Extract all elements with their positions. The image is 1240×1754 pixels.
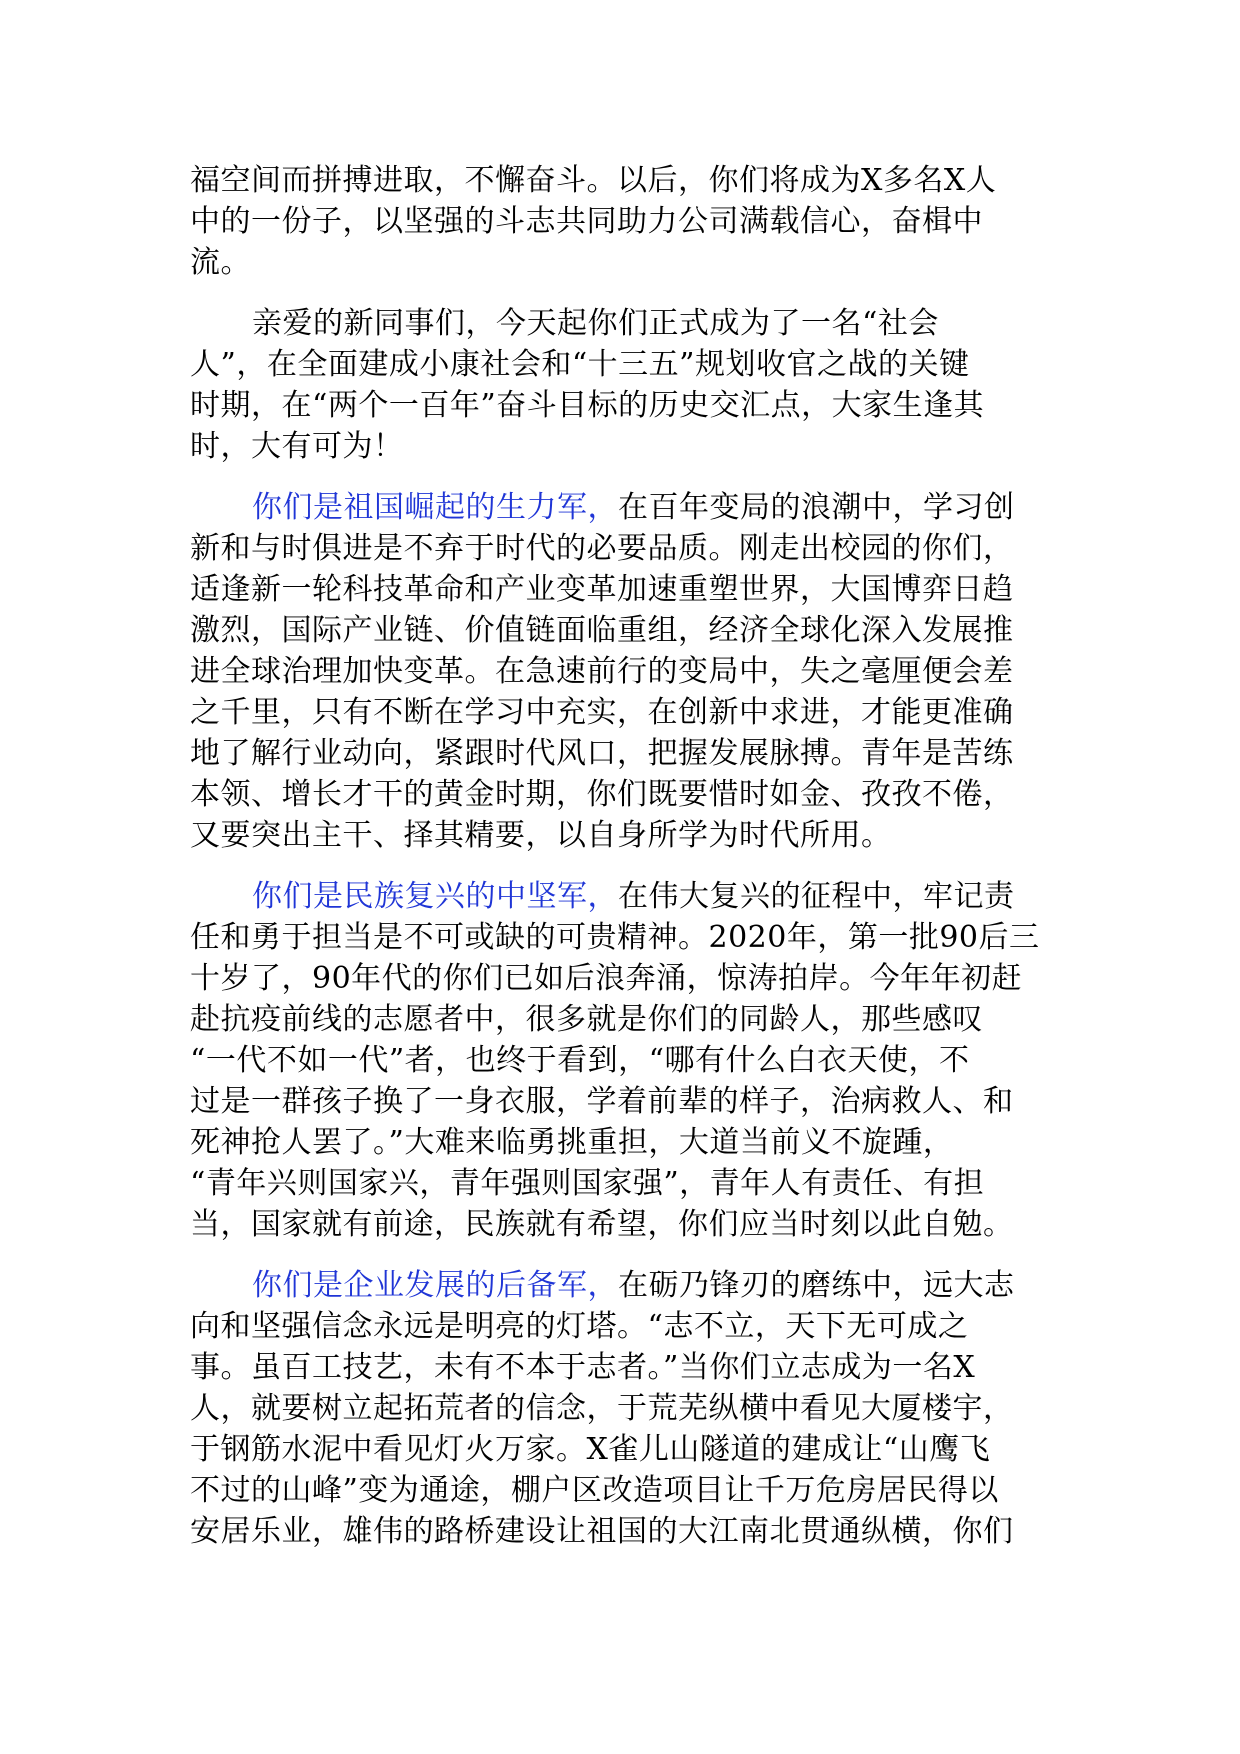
text-line: 向和坚强信念永远是明亮的灯塔。“志不立，天下无可成之 bbox=[190, 1309, 969, 1344]
text-line: 流。 bbox=[190, 245, 251, 280]
text-line: 亲爱的新同事们，今天起你们正式成为了一名“社会 bbox=[252, 306, 939, 341]
paragraph-lead-highlight: 你们是民族复兴的中坚军， bbox=[252, 879, 618, 914]
text-line: 死神抢人罢了。”大难来临勇挑重担，大道当前义不旋踵， bbox=[190, 1125, 954, 1160]
text-line: 适逢新一轮科技革命和产业变革加速重塑世界，大国博弈日趋 bbox=[190, 572, 1014, 607]
text-line: 激烈，国际产业链、价值链面临重组，经济全球化深入发展推 bbox=[190, 613, 1014, 648]
text-line: 本领、增长才干的黄金时期，你们既要惜时如金、孜孜不倦， bbox=[190, 777, 1014, 812]
text-line: 福空间而拼搏进取，不懈奋斗。以后，你们将成为X多名X人 bbox=[190, 163, 997, 198]
text-line: 之千里，只有不断在学习中充实，在创新中求进，才能更准确 bbox=[190, 695, 1014, 730]
text-line: 人”，在全面建成小康社会和“十三五”规划收官之战的关键 bbox=[190, 347, 970, 382]
text-line: 又要突出主干、择其精要，以自身所学为时代所用。 bbox=[190, 818, 892, 853]
paragraph-lead-rest: 在砺乃锋刃的磨练中，远大志 bbox=[618, 1268, 1015, 1303]
text-line: 事。虽百工技艺，未有不本于志者。”当你们立志成为一名X bbox=[190, 1350, 976, 1385]
text-line: 不过的山峰”变为通途，棚户区改造项目让千万危房居民得以 bbox=[190, 1473, 999, 1508]
text-line: 地了解行业动向，紧跟时代风口，把握发展脉搏。青年是苦练 bbox=[190, 736, 1014, 771]
text-line: 时期，在“两个一百年”奋斗目标的历史交汇点，大家生逢其 bbox=[190, 388, 985, 423]
paragraph-first-line bbox=[190, 487, 1060, 528]
text-line: 十岁了，90年代的你们已如后浪奔涌，惊涛拍岸。今年年初赶 bbox=[190, 961, 1023, 996]
paragraph-5 bbox=[190, 1265, 1060, 1552]
paragraph-first-line bbox=[190, 876, 1060, 917]
text-line: 任和勇于担当是不可或缺的可贵精神。2020年，第一批90后三 bbox=[190, 920, 1040, 955]
text-line: 人，就要树立起拓荒者的信念，于荒芜纵横中看见大厦楼宇， bbox=[190, 1391, 1014, 1426]
paragraph-lead-highlight: 你们是祖国崛起的生力军， bbox=[252, 490, 618, 525]
text-line: “青年兴则国家兴，青年强则国家强”，青年人有责任、有担 bbox=[190, 1166, 985, 1201]
text-line: “一代不如一代”者，也终于看到，“哪有什么白衣天使，不 bbox=[190, 1043, 970, 1078]
text-line: 新和与时俱进是不弃于时代的必要品质。刚走出校园的你们， bbox=[190, 531, 1014, 566]
text-line: 时，大有可为！ bbox=[190, 429, 404, 464]
text-line: 中的一份子，以坚强的斗志共同助力公司满载信心，奋楫中 bbox=[190, 204, 983, 239]
document-page bbox=[190, 160, 1060, 1572]
text-line: 过是一群孩子换了一身衣服，学着前辈的样子，治病救人、和 bbox=[190, 1084, 1014, 1119]
paragraph-4 bbox=[190, 876, 1060, 1245]
paragraph-lead-rest: 在伟大复兴的征程中，牢记责 bbox=[618, 879, 1015, 914]
paragraph-lead-highlight: 你们是企业发展的后备军， bbox=[252, 1268, 618, 1303]
text-line: 赴抗疫前线的志愿者中，很多就是你们的同龄人，那些感叹 bbox=[190, 1002, 983, 1037]
paragraph-lead-rest: 在百年变局的浪潮中，学习创 bbox=[618, 490, 1015, 525]
paragraph-3 bbox=[190, 487, 1060, 856]
paragraph-first-line bbox=[190, 1265, 1060, 1306]
paragraph-2 bbox=[190, 303, 1060, 467]
text-line: 进全球治理加快变革。在急速前行的变局中，失之毫厘便会差 bbox=[190, 654, 1014, 689]
text-line: 当，国家就有前途，民族就有希望，你们应当时刻以此自勉。 bbox=[190, 1207, 1014, 1242]
text-line: 安居乐业，雄伟的路桥建设让祖国的大江南北贯通纵横，你们 bbox=[190, 1514, 1014, 1549]
text-line: 于钢筋水泥中看见灯火万家。X雀儿山隧道的建成让“山鹰飞 bbox=[190, 1432, 991, 1467]
paragraph-1 bbox=[190, 160, 1060, 283]
